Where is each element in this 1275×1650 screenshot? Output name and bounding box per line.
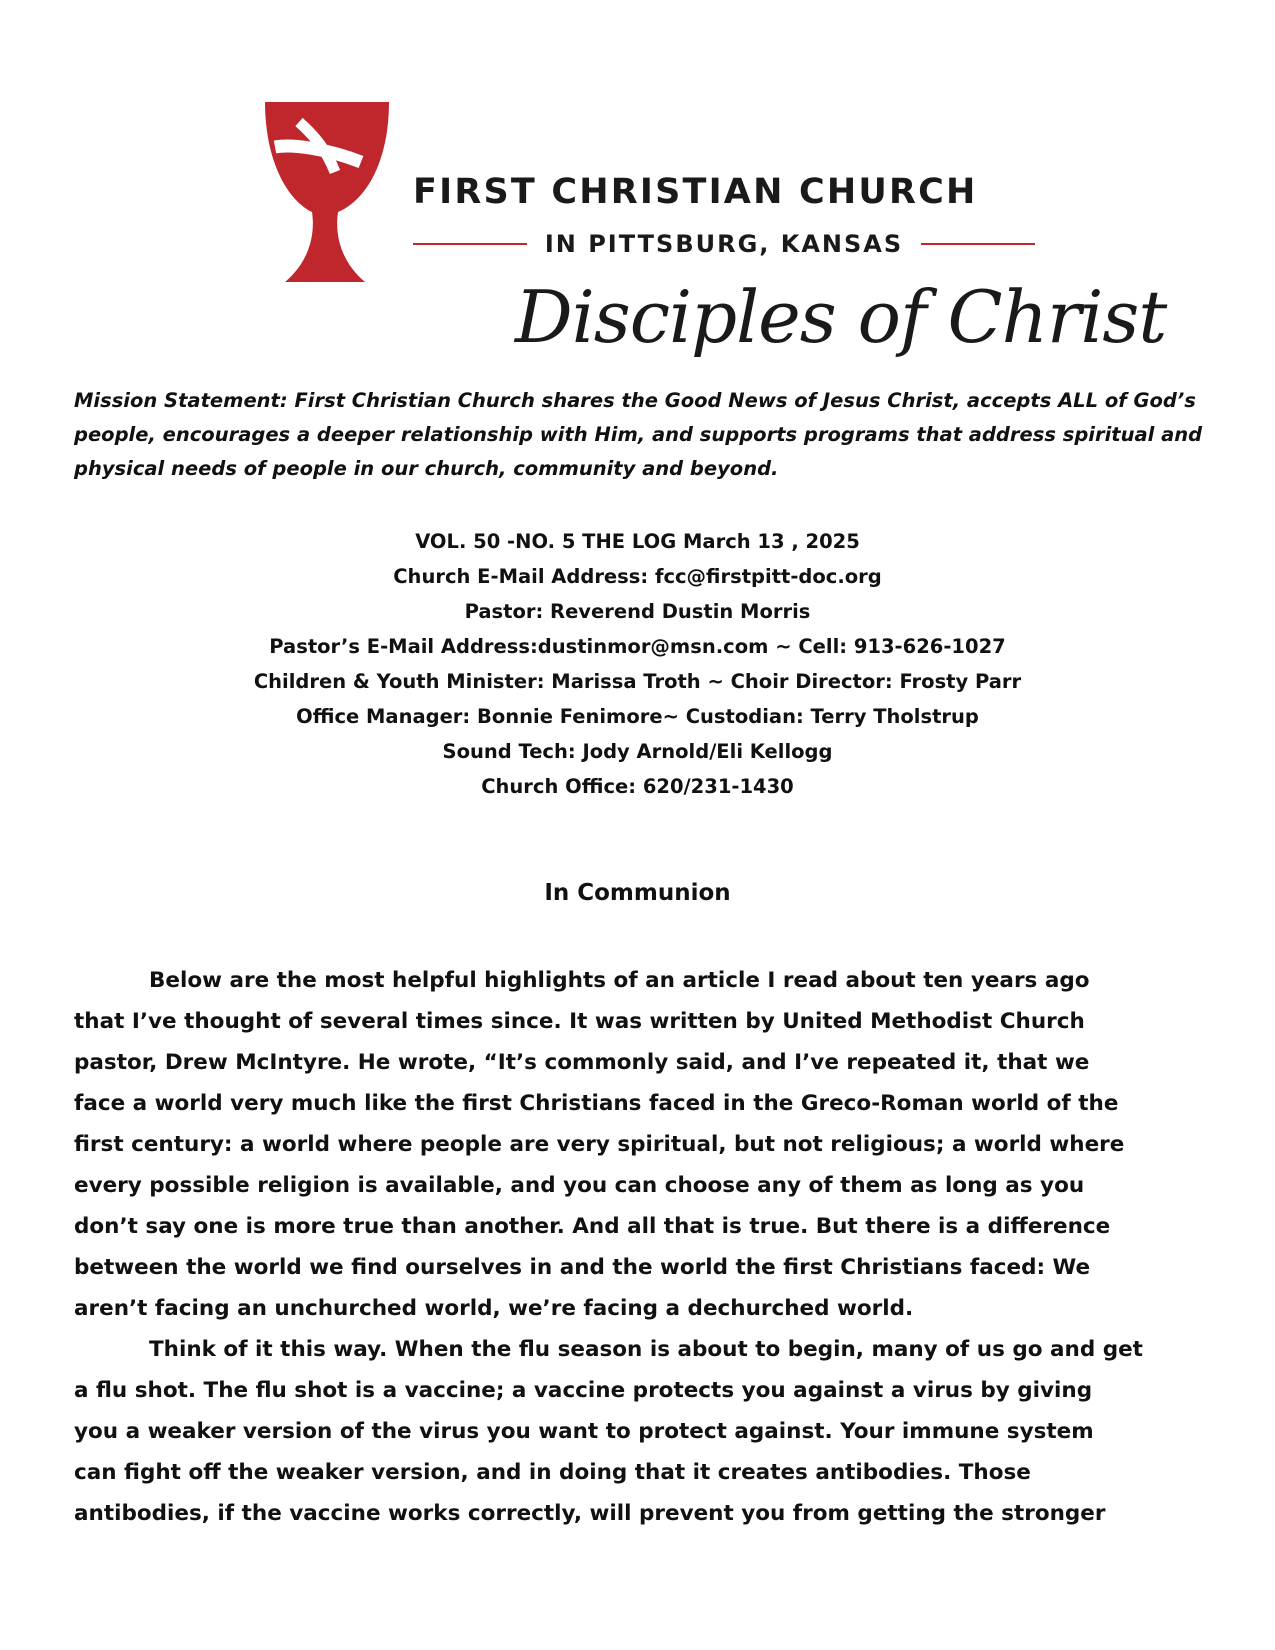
article-line: face a world very much like the first Christians faced in the Greco-Roman world of the bbox=[74, 1091, 1119, 1116]
left-rule bbox=[413, 243, 527, 245]
denomination-script bbox=[515, 252, 1167, 382]
article-body bbox=[74, 960, 1204, 1534]
article-line: aren’t facing an unchurched world, we’re facing a dechurched world. bbox=[74, 1296, 914, 1321]
article-line: you a weaker version of the virus you want to protect against. Your immune system bbox=[74, 1419, 1094, 1444]
office-phone: Church Office: 620/231-1430 bbox=[481, 775, 794, 798]
ministers-line: Children & Youth Minister: Marissa Troth ~ Choir Director: Frosty Parr bbox=[253, 670, 1022, 693]
staff-line: Office Manager: Bonnie Fenimore~ Custodian: Terry Tholstrup bbox=[296, 705, 979, 728]
article-line: every possible religion is available, and you can choose any of them as long as you bbox=[74, 1173, 1085, 1198]
article-line: that I’ve thought of several times since. It was written by United Methodist Church bbox=[74, 1009, 1085, 1034]
article-line: don’t say one is more true than another. And all that is true. But there is a difference bbox=[74, 1214, 1111, 1239]
article-line: a flu shot. The flu shot is a vaccine; a vaccine protects you against a virus by giving bbox=[74, 1378, 1093, 1403]
org-name: FIRST CHRISTIAN CHURCH bbox=[413, 172, 978, 212]
article-line: between the world we find ourselves in and the world the first Christians faced: We bbox=[74, 1255, 1091, 1280]
denomination-text: Disciples of Christ bbox=[515, 275, 1167, 359]
article-line: Below are the most helpful highlights of an article I read about ten years ago bbox=[149, 968, 1090, 993]
article-title: In Communion bbox=[544, 880, 731, 906]
article-line: first century: a world where people are very spiritual, but not religious; a world where bbox=[74, 1132, 1125, 1157]
church-logo bbox=[265, 102, 1167, 382]
article-line: pastor, Drew McIntyre. He wrote, “It’s commonly said, and I’ve repeated it, that we bbox=[74, 1050, 1090, 1075]
mission-statement: Mission Statement: First Christian Church shares the Good News of Jesus Christ, accepts ALL of God’s people, encourages a deeper relationship with Him, and supports programs that address spiritual and physical needs of people in our church, community and beyond. bbox=[74, 389, 1203, 480]
chalice-icon bbox=[265, 102, 395, 292]
article-line: antibodies, if the vaccine works correctly, will prevent you from getting the stronger bbox=[74, 1501, 1106, 1526]
article-line: Think of it this way. When the flu season is about to begin, many of us go and get bbox=[149, 1337, 1143, 1362]
masthead-info bbox=[0, 524, 1275, 804]
right-rule bbox=[921, 243, 1035, 245]
issue-line: VOL. 50 -NO. 5 THE LOG March 13 , 2025 bbox=[415, 530, 860, 553]
org-location: IN PITTSBURG, KANSAS bbox=[544, 230, 904, 258]
article-line: can fight off the weaker version, and in doing that it creates antibodies. Those bbox=[74, 1460, 1031, 1485]
church-email: Church E-Mail Address: fcc@firstpitt-doc.org bbox=[393, 565, 882, 588]
pastor-contact: Pastor’s E-Mail Address:dustinmor@msn.com ~ Cell: 913-626-1027 bbox=[269, 635, 1006, 658]
sound-tech-line: Sound Tech: Jody Arnold/Eli Kellogg bbox=[442, 740, 833, 763]
pastor-name: Pastor: Reverend Dustin Morris bbox=[464, 600, 811, 623]
